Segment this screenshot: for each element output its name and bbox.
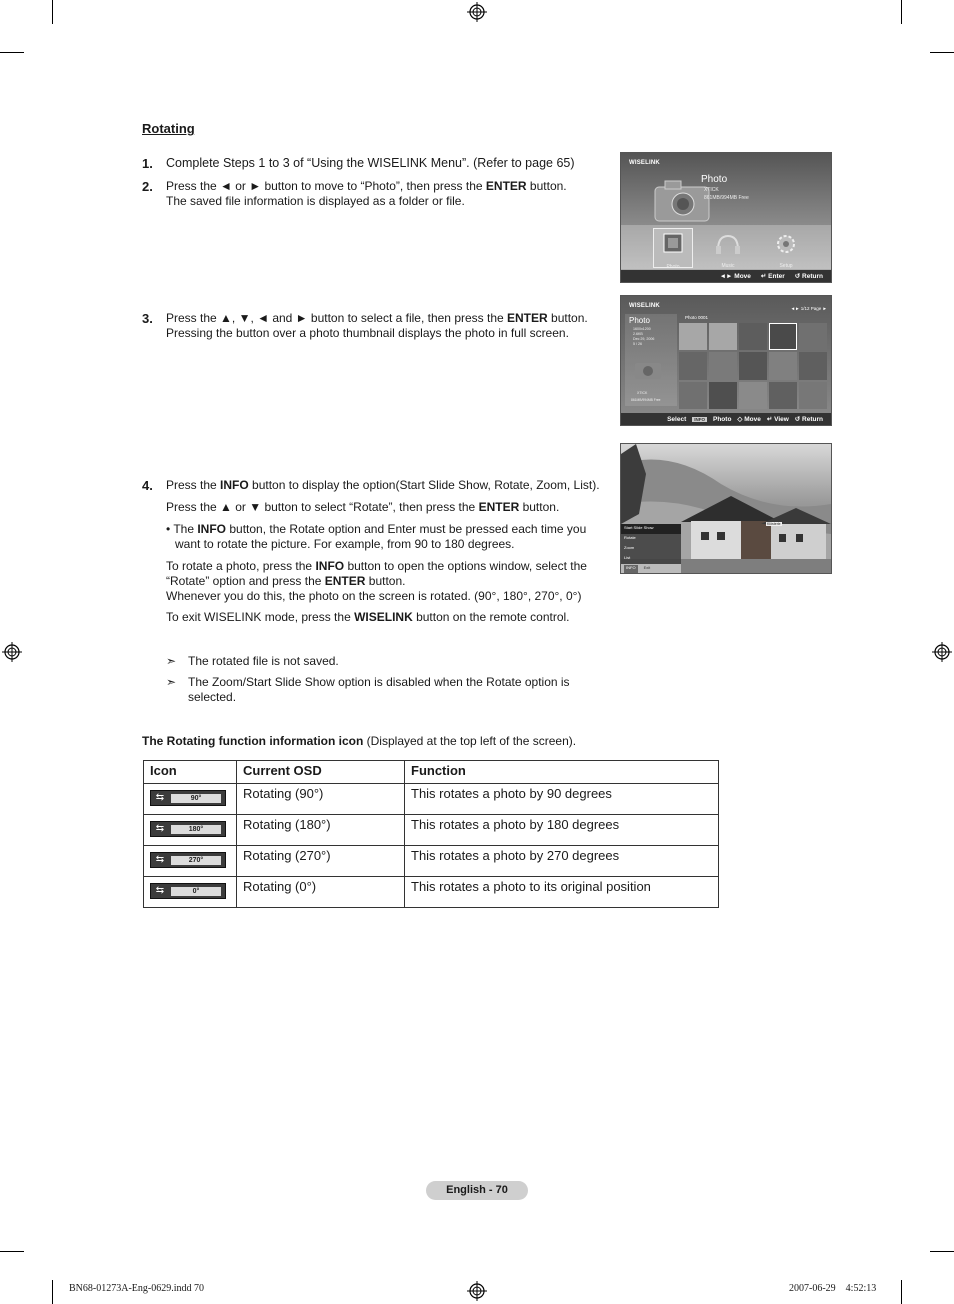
thumbnail[interactable] [799, 352, 827, 379]
wiselink-logo: WISELINK [629, 303, 660, 309]
tab-music[interactable] [709, 230, 747, 269]
panel-title: Photo [629, 316, 650, 325]
osd-cell: Rotating (180°) [237, 815, 405, 846]
info-button-icon: INFO [624, 565, 638, 573]
crop-mark [0, 1251, 24, 1252]
step-line: The saved file information is displayed as a folder or file. [166, 194, 465, 208]
screen-title: Photo [701, 174, 728, 185]
thumbnail[interactable] [709, 323, 737, 350]
slug-file-name: BN68-01273A-Eng-0629.indd 70 [69, 1283, 204, 1294]
thumbnail[interactable] [679, 352, 707, 379]
menu-item-zoom[interactable]: Zoom [624, 545, 635, 550]
storage-info: 861MB/994MB Free [631, 398, 661, 402]
tab-photo[interactable] [653, 228, 693, 268]
footer-select: Select [667, 415, 687, 423]
rotate-arrows-icon: ⇆ [155, 792, 165, 803]
thumbnail[interactable] [709, 352, 737, 379]
step-number: 1. [142, 156, 153, 171]
osd-cell: Rotating (0°) [237, 877, 405, 908]
rotate-90-icon [150, 790, 226, 806]
menu-item-rotate[interactable]: Rotate [624, 535, 636, 540]
photo-meta: 1600x1200 2.6KB Dec 29, 2006 5 / 26 [633, 327, 655, 346]
screen-footer [621, 413, 831, 425]
function-cell: This rotates a photo to its original position [405, 877, 719, 908]
osd-cell: Rotating (270°) [237, 846, 405, 877]
column-header-icon: Icon [144, 761, 237, 784]
function-cell: This rotates a photo by 270 degrees [405, 846, 719, 877]
step4-bullet: • The INFO button, the Rotate option and Enter must be pressed each time you want to rotate the picture. For example, from 90 to 180 degrees. [166, 522, 587, 551]
footer-enter: ↵ Enter [760, 273, 785, 280]
step-text [166, 478, 600, 493]
degree-label: 270° [171, 856, 221, 865]
degree-label: 0° [171, 887, 221, 896]
rotate-arrows-icon: ⇆ [155, 854, 165, 865]
table-row [144, 784, 719, 815]
column-header-osd: Current OSD [237, 761, 405, 784]
rotating-info-table [143, 760, 719, 908]
step-line: Pressing the button over a photo thumbnail displays the photo in full screen. [166, 326, 569, 340]
footer-photo: Photo [713, 415, 732, 423]
note-text: The rotated file is not saved. [188, 654, 339, 668]
thumbnail[interactable] [709, 382, 737, 409]
table-row [144, 815, 719, 846]
step-line: Complete Steps 1 to 3 of “Using the WISELINK Menu”. (Refer to page 65) [166, 156, 575, 170]
step-number: 3. [142, 311, 153, 326]
rotate-180-icon [150, 821, 226, 837]
thumbnail[interactable] [679, 382, 707, 409]
step4-paragraph: Press the ▲ or ▼ button to select “Rotate”, then press the ENTER button. [166, 500, 560, 514]
thumbnail[interactable] [799, 382, 827, 409]
thumbnail[interactable] [739, 352, 767, 379]
thumbnail[interactable] [739, 323, 767, 350]
wiselink-logo: WISELINK [629, 160, 660, 166]
registration-mark-icon [2, 642, 22, 662]
thumbnail[interactable] [769, 323, 797, 350]
table-header-row [144, 761, 719, 784]
crop-mark [52, 0, 53, 24]
step-line: button to display the option(Start Slide Show, Rotate, Zoom, List). [248, 478, 600, 492]
step4-paragraph: To exit WISELINK mode, press the WISELINK button on the remote control. [166, 610, 570, 624]
info-heading-bold: The Rotating function information icon [142, 734, 364, 748]
folder-name: Photo 0001 [685, 315, 709, 320]
function-cell: This rotates a photo by 180 degrees [405, 815, 719, 846]
step-line: button. [526, 179, 567, 193]
step4-paragraph: To rotate a photo, press the INFO button to open the options window, select the “Rotate” option and press the ENTER button. Whenever you do this, the photo on the screen is rotated. (90°, 180°, 270°, 0°) [166, 559, 587, 603]
info-heading-rest: (Displayed at the top left of the screen). [363, 734, 577, 748]
headphones-icon [709, 230, 747, 258]
wiselink-photo-browser-screenshot [620, 295, 832, 426]
crop-mark [0, 52, 24, 53]
tab-label: Music [721, 263, 735, 269]
info-panel [625, 314, 677, 406]
photo-fullscreen-screenshot [620, 443, 832, 574]
tab-label: Photo [666, 264, 680, 270]
tab-label: Setup [779, 263, 793, 269]
step-text [166, 156, 575, 171]
rotate-0-icon [150, 883, 226, 899]
icon-cell [144, 846, 237, 877]
step-number: 2. [142, 179, 153, 194]
thumbnail[interactable] [769, 352, 797, 379]
crop-mark [930, 1251, 954, 1252]
slug-date-time: 2007-06-29 4:52:13 [789, 1283, 877, 1294]
table-row [144, 846, 719, 877]
icon-cell [144, 815, 237, 846]
footer-return: ↺ Return [794, 416, 823, 423]
note-text: The Zoom/Start Slide Show option is disabled when the Rotate option is selected. [188, 675, 570, 704]
menu-item-list[interactable]: List [624, 555, 631, 560]
icon-cell [144, 877, 237, 908]
info-button-icon: INFO [694, 416, 705, 422]
device-name: XTICK [704, 187, 719, 193]
step-text [166, 311, 588, 341]
screen-footer [621, 270, 831, 282]
thumbnail[interactable] [679, 323, 707, 350]
usb-label: XTICK [637, 391, 648, 395]
crop-mark [52, 1280, 53, 1304]
menu-exit-row[interactable] [621, 564, 681, 574]
rotate-arrows-icon: ⇆ [155, 823, 165, 834]
thumbnail[interactable] [769, 382, 797, 409]
thumbnail[interactable] [739, 382, 767, 409]
camera-icon [633, 358, 663, 380]
gear-icon [767, 230, 805, 258]
step-number: 4. [142, 478, 153, 493]
enter-key-label: ENTER [485, 179, 527, 193]
table-row [144, 877, 719, 908]
rotate-arrows-icon: ⇆ [155, 885, 165, 896]
tab-setup[interactable] [767, 230, 805, 269]
exit-label: Exit [643, 565, 651, 570]
page-indicator: ◄► 1/12 Page ► [790, 306, 827, 311]
note [166, 654, 339, 669]
note-arrow-icon: ➣ [166, 675, 177, 689]
page-number: English - 70 [426, 1181, 528, 1200]
menu-item-start-slide-show[interactable]: Start Slide Show [621, 524, 681, 534]
wiselink-photo-menu-screenshot [620, 152, 832, 283]
footer-move: ◄► Move [719, 272, 751, 280]
footer-view: ↵ View [766, 416, 789, 423]
degree-label: 90° [171, 794, 221, 803]
registration-mark-icon [932, 642, 952, 662]
note [166, 675, 570, 705]
step-line: Press the ◄ or ► button to move to “Photo”, then press the [166, 179, 486, 193]
rotate-270-icon [150, 852, 226, 868]
registration-mark-icon [467, 1281, 487, 1301]
crop-mark [901, 0, 902, 24]
thumbnail-grid[interactable] [679, 323, 827, 409]
function-cell: This rotates a photo by 90 degrees [405, 784, 719, 815]
sign-text: Klösterle [767, 522, 781, 526]
step-line: button. [547, 311, 588, 325]
info-key-label: INFO [220, 478, 249, 492]
osd-cell: Rotating (90°) [237, 784, 405, 815]
note-arrow-icon: ➣ [166, 654, 177, 668]
enter-key-label: ENTER [507, 311, 548, 325]
icon-cell [144, 784, 237, 815]
column-header-function: Function [405, 761, 719, 784]
degree-label: 180° [171, 825, 221, 834]
step-text [166, 179, 567, 209]
info-heading [142, 734, 576, 748]
crop-mark [930, 52, 954, 53]
thumbnail[interactable] [799, 323, 827, 350]
crop-mark [901, 1280, 902, 1304]
section-title: Rotating [142, 121, 195, 136]
photo-tab-icon [654, 229, 692, 259]
step-line: Press the [166, 478, 221, 492]
footer-return: ↺ Return [794, 273, 823, 280]
storage-info: 861MB/994MB Free [704, 195, 749, 201]
footer-move: ◇ Move [737, 416, 761, 423]
step-line: Press the ▲, ▼, ◄ and ► button to select a file, then press the [166, 311, 508, 325]
options-menu [621, 524, 681, 572]
registration-mark-icon [467, 2, 487, 22]
